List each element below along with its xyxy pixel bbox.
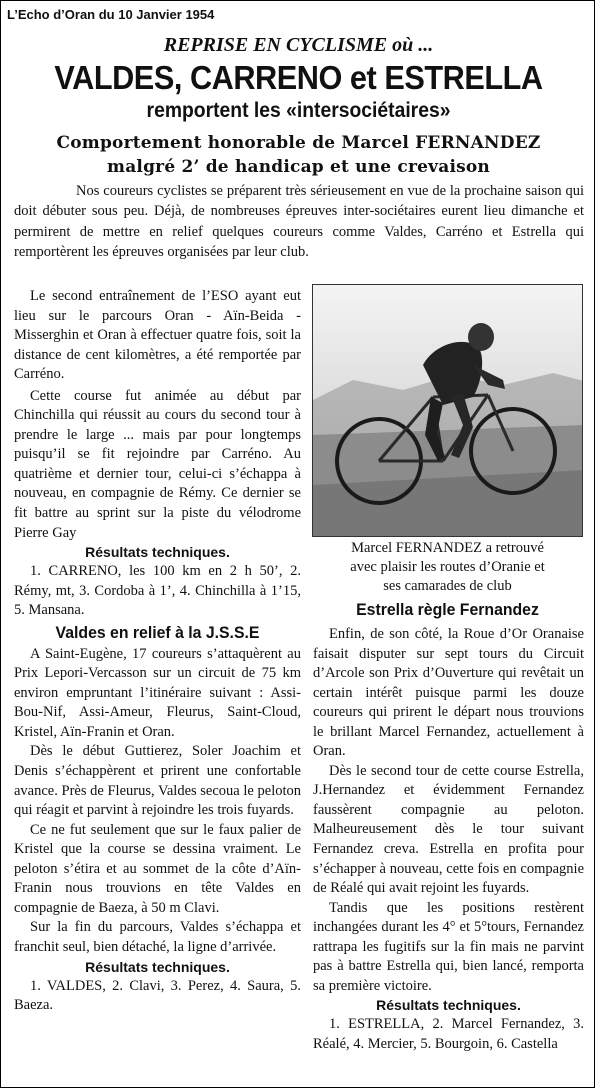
estrella-results: 1. ESTRELLA, 2. Marcel Fernandez, 3. Réalé, 4. Mercier, 5. Bourgoin, 6. Castella <box>313 1016 584 1052</box>
estrella-paragraph: Dès le second tour de cette course Estrella, J.Hernandez et évidemment Fernandez faussèrent compagnie au peloton. Malheureusement dès le tour suivant Fernandez creva. Estrella en profita pour s’échapper à nouveau, cette fois en compagnie de Réalé qui avait rejoint les fuyards. <box>313 762 584 897</box>
caption-line: Marcel FERNANDEZ a retrouvé <box>351 540 544 556</box>
deck <box>1 131 595 179</box>
caption-line: ses camarades de club <box>383 578 512 594</box>
eso-paragraph: Cette course fut animée au début par Chinchilla qui réussit au cours du second tour à prendre le large ... mais par pour longtemps puisqu’il se fit rejoindre par Carréno. Au quatrième et dernier tour, celui-ci s’échappa à nouveau, en compagnie de Rémy. Ce dernier se fit battre au sprint sur la piste du vélodrome Pierre Gay <box>14 387 301 541</box>
photo-caption <box>312 539 583 596</box>
eso-results: 1. CARRENO, les 100 km en 2 h 50’, 2. Rémy, mt, 3. Cordoba à 1’, 4. Chinchilla à 1’15, 5. Mansana. <box>14 563 301 619</box>
jsse-results: 1. VALDES, 2. Clavi, 3. Perez, 4. Saura, 5. Baeza. <box>14 977 301 1014</box>
estrella-section-title: Estrella règle Fernandez <box>356 600 539 619</box>
eso-results-title: Résultats techniques. <box>85 544 230 561</box>
headline: VALDES, CARRENO et ESTRELLA <box>54 59 543 96</box>
intro-paragraph: Nos coureurs cyclistes se préparent très sérieusement en vue de la prochaine saison qui doit débuter sous peu. Déjà, de nombreuses épreuves inter-sociétaires eurent lieu dimanche et permirent de mettre en relief quelques coureurs comme Valdes, Carréno et Estrella qui remportèrent les épreuves organisées par leur club. <box>14 183 584 261</box>
jsse-results-title: Résultats techniques. <box>85 958 230 975</box>
cyclist-photo-image <box>313 285 583 537</box>
deck-line: malgré 2’ de handicap et une crevaison <box>107 157 490 177</box>
eso-paragraph: Le second entraînement de l’ESO ayant eut lieu sur le parcours Oran - Aïn-Beida - Misserghin et Oran à effectuer quatre fois, soit la distance de cent kilomètres, a été remportée par Carréno. <box>14 288 301 383</box>
cyclist-photo <box>312 284 583 537</box>
source-line: L’Echo d’Oran du 10 Janvier 1954 <box>7 7 215 22</box>
jsse-paragraph: A Saint-Eugène, 17 coureurs s’attaquèrent au Prix Lepori-Vercasson sur un circuit de 75 km environ empruntant l’itinéraire suivant : Assi-Bou-Nif, Assi-Ameur, Fleurus, Saint-Cloud, Kristel, Aïn-Franin et Oran. <box>14 645 301 740</box>
right-column <box>313 625 584 1054</box>
subheadline: remportent les «intersociétaires» <box>146 99 451 122</box>
kicker: REPRISE EN CYCLISME où ... <box>163 34 434 56</box>
deck-line: Comportement honorable de Marcel FERNANDEZ <box>56 133 541 153</box>
jsse-paragraph: Dès le début Guttierez, Soler Joachim et Denis s’échappèrent et prirent une confortable avance. Près de Fleurus, Valdes secoua le peloton qui réagit et parvint à rejoindre les trois fuyards. <box>14 743 301 819</box>
estrella-paragraph: Tandis que les positions restèrent inchangées durant les 4° et 5°tours, Fernandez rattrapa les fugitifs sur la fin mais ne parvint pas à battre Estrella qui, bien lancé, remporta sa première victoire. <box>313 899 584 994</box>
estrella-paragraph: Enfin, de son côté, la Roue d’Or Oranaise faisait disputer sur sept tours du Circuit d’Arcole son Prix d’Ouverture qui revêtait un certain intérêt puisque parmi les douze coureurs qui prirent le départ nous trouvions le brillant Marcel Fernandez, actuellement à Oran. <box>313 626 584 760</box>
caption-line: avec plaisir les routes d’Oranie et <box>350 559 545 575</box>
jsse-paragraph: Sur la fin du parcours, Valdes s’échappa et franchit seul, bien détaché, la ligne d’arrivée. <box>14 919 301 955</box>
jsse-section-title: Valdes en relief à la J.S.S.E <box>55 622 260 642</box>
jsse-paragraph: Ce ne fut seulement que sur le faux palier de Kristel que la course se dessina vraiment. Le peloton s’étira et au sommet de la côte d’Aïn-Franin nous trouvions en tête Valdes en compagnie de Baeza, à 50 m Clavi. <box>14 821 301 916</box>
estrella-results-title: Résultats techniques. <box>376 997 521 1014</box>
left-column <box>14 287 301 1016</box>
